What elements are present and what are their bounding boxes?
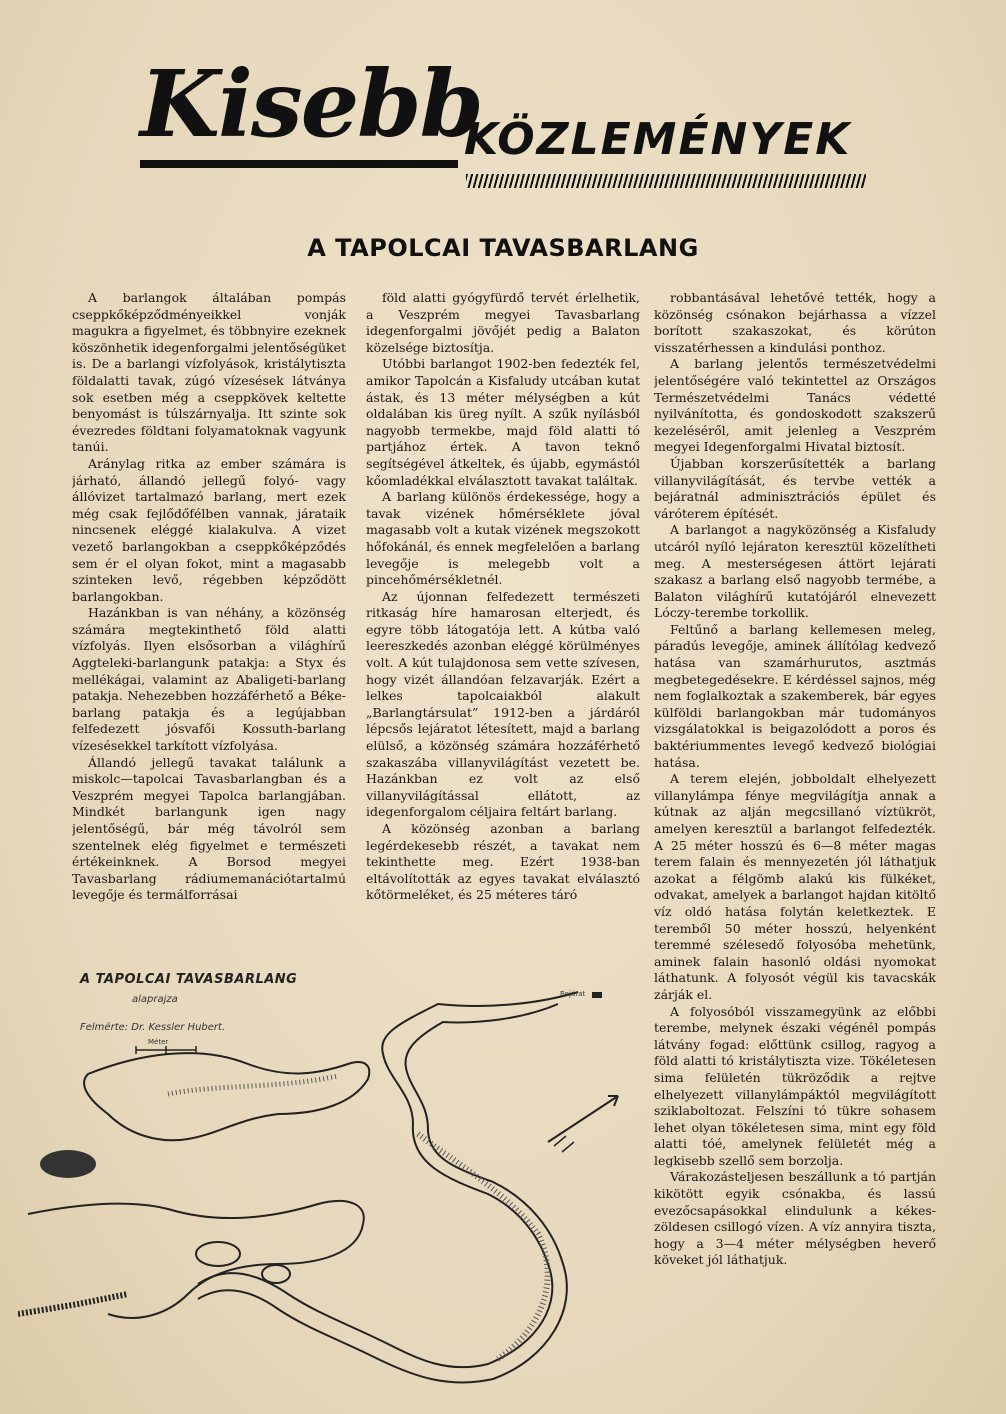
paragraph: föld alatti gyógyfürdő tervét érlelhetik, a Veszprém megyei Tavasbarlang idegenforgalmi jövőjét pedig a Balaton közelsége biztosítja. xyxy=(366,290,640,355)
paragraph: A barlangok általában pompás cseppkőképződményeikkel vonják magukra a figyelmet, és többnyire ezeknek köszönhetik idegenforgalmi jelentőségüket is. De a barlangi vízfolyások, kristálytiszta földalatti tavak, zúgó vízesések látványa sok esetben még a cseppkövek keltette benyomást is túlszárnyalja. Itt szinte sok évezredes földtani folyamatoknak vagyunk tanúi. xyxy=(72,290,346,455)
paragraph: Az újonnan felfedezett természeti ritkaság híre hamarosan elterjedt, és egyre több látogatója lett. A kútba való leereszkedés azonban eléggé körülményes volt. A kút tulajdonosa sem vette szívesen, hogy vizét állandóan felzavarják. Ezért a lelkes tapolcaiakból alakult „Barlangtársulat” 1912-ben a járdáról lépcsős lejáratot létesített, majd a barlang elülső, a közönség számára hozzáférhető szakaszába villanyvilágítást vezetett be. Hazánkban ez volt az első villanyvilágítással ellátott, az idegenforgalom céljaira feltárt barlang. xyxy=(366,588,640,820)
masthead-kozlemenyek: KÖZLEMÉNYEK xyxy=(464,114,852,165)
paragraph: A barlangot a nagyközönség a Kisfaludy utcáról nyíló lejáraton keresztül közelítheti meg. A mesterségesen áttört lejárati szakasz a barlang első nagyobb termébe, a Balaton világhírű kutatójáról elnevezett Lóczy-terembe torkollik. xyxy=(654,522,936,621)
paragraph: robbantásával lehetővé tették, hogy a közönség csónakon bejárhassa a vízzel borított szakaszokat, és körúton visszatérhessen a kindulási ponthoz. xyxy=(654,290,936,355)
paragraph: A közönség azonban a barlang legérdekesebb részét, a tavakat nem tekinthette meg. Ezért 1938-ban eltávolították az egyes tavakat elválasztó kőtörmeléket, és 25 méteres táró xyxy=(366,821,640,903)
paragraph: A terem elején, jobboldalt elhelyezett villanylámpa fénye megvilágítja annak a kútnak az alján megcsillanó víztükröt, amelyen keresztül a barlangot felfedezték. A 25 méter hosszú és 6—8 méter magas terem falain és mennyezetén jól láthatjuk azokat a félgömb alakú kis fülkéket, odvakat, amelyek a barlangot hajdan kitöltő víz oldó hatása folytán keletkeztek. E teremből 50 méter hosszú, helyenként teremmé szélesedő folyosóba mehetünk, aminek falain hasonló oldási nyomokat láthatunk. A folyosót végül kis tavacskák zárják el. xyxy=(654,771,936,1002)
map-scale-label: Méter xyxy=(148,1038,169,1046)
cave-passage-outline xyxy=(198,992,578,1367)
masthead-hatch-rule xyxy=(466,174,866,188)
paragraph: Aránylag ritka az ember számára is járható, állandó jellegű folyó- vagy állóvizet tartalmazó barlang, mert ezek még csak fejlődőfélben vannak, járataik nincsenek eléggé kialakulva. A vizet vezető barlangokban a cseppkőképződés sem ér el olyan fokot, mint a magasabb szinteken levő, régebben képződött barlangokban. xyxy=(72,455,346,604)
north-arrow-icon xyxy=(548,1096,618,1142)
text-column-1 xyxy=(72,290,346,962)
paragraph: A barlang különös érdekessége, hogy a tavak vizének hőmérséklete jóval magasabb volt a kutak vizének megszokott hőfokánál, és ennek megfelelően a barlang levegője is melegebb volt a pincehőmérsékletnél. xyxy=(366,489,640,588)
pool xyxy=(262,1265,290,1283)
map-title: A TAPOLCAI TAVASBARLANG xyxy=(80,972,298,987)
cave-branch-left xyxy=(84,1053,369,1140)
masthead-kisebb: Kisebb xyxy=(140,50,482,158)
map-subtitle: alaprajza xyxy=(132,994,178,1005)
paragraph: Feltűnő a barlang kellemesen meleg, páradús levegője, aminek állítólag kedvező hatása van szamárhurutos, asztmás megbetegedésekre. E kérdéssel sajnos, még nem foglalkoztak a szakemberek, bár egyes külföldi barlangokban már tudományos vizsgálatokkal is beigazolódott a poros és baktériummentes levegő kedvező biológiai hatása. xyxy=(654,621,936,770)
map-credit: Felmérte: Dr. Kessler Hubert. xyxy=(80,1022,226,1033)
entrance-marker xyxy=(592,992,602,998)
text-column-2 xyxy=(366,290,640,962)
pool xyxy=(40,1150,96,1178)
paragraph: Várakozásteljesen beszállunk a tó partján kikötött egyik csónakba, és lassú evezőcsapásokkal elindulunk a kékes-zöldesen csillogó vízen. A víz annyira tiszta, hogy a 3—4 méter mélységben heverő köveket jól láthatjuk. xyxy=(654,1169,936,1268)
paragraph: Utóbbi barlangot 1902-ben fedezték fel, amikor Tapolcán a Kisfaludy utcában kutat ástak, és 13 méter mélységben a kút oldalában kis üreg nyílt. A szűk nyílásból nagyobb termekbe, majd föld alatti tó partjához értek. A tavon teknő segítségével átkeltek, és újabb, egymástól kőomladékkal elválasztott tavakat találtak. xyxy=(366,356,640,488)
paragraph: A barlang jelentős természetvédelmi jelentőségére való tekintettel az Országos Természetvédelmi Tanács védetté nyilvánította, és gondoskodott szakszerű kezeléséről, amit jelenleg a Veszprém megyei Idegenforgalmi Hivatal biztosít. xyxy=(654,356,936,455)
entrance-tunnel xyxy=(18,1294,128,1314)
paragraph: A folyosóból visszamegyünk az előbbi terembe, melynek északi végénél pompás látvány fogad: előttünk csillog, ragyog a föld alatti tó kristálytiszta vize. Tökéletesen sima felületén tükröződik a rejtve elhelyezett villanylámpáktól megvilágított sziklaboltozat. Felszíni tó tükre sohasem lehet olyan tökéletesen sima, mint egy föld alatti tóé, amelynek felületét még a legkisebb szellő sem borzolja. xyxy=(654,1003,936,1168)
paragraph: Állandó jellegű tavakat találunk a miskolc—tapolcai Tavasbarlangban és a Veszprém megyei Tapolca barlangjában. Mindkét barlangunk igen nagy jelentőségű, bár még távolról sem szentelnek elég figyelmet e természeti értékeinknek. A Borsod megyei Tavasbarlang rádiumemanációtartalmú levegője és termálforrásai xyxy=(72,754,346,903)
text-column-3 xyxy=(654,290,936,1330)
masthead-underline xyxy=(140,160,458,168)
map-entrance-label: Bejárat xyxy=(560,990,586,998)
pool xyxy=(196,1242,240,1266)
article-title: A TAPOLCAI TAVASBARLANG xyxy=(307,234,699,262)
paragraph: Újabban korszerűsítették a barlang villanyvilágítását, és tervbe vették a bejáratnál adminisztrációs épület és váróterem építését. xyxy=(654,455,936,521)
paragraph: Hazánkban is van néhány, a közönség számára megtekinthető föld alatti vízfolyás. Ilyen elsősorban a világhírű Aggteleki-barlangunk patakja: a Styx és mellékágai, valamint az Abaligeti-barlang patakja. Nehezebben hozzáférhető a Béke-barlang patakja és a legújabban felfedezett jósvafői Kossuth-barlang vízesésekkel tarkított vízfolyása. xyxy=(72,605,346,754)
